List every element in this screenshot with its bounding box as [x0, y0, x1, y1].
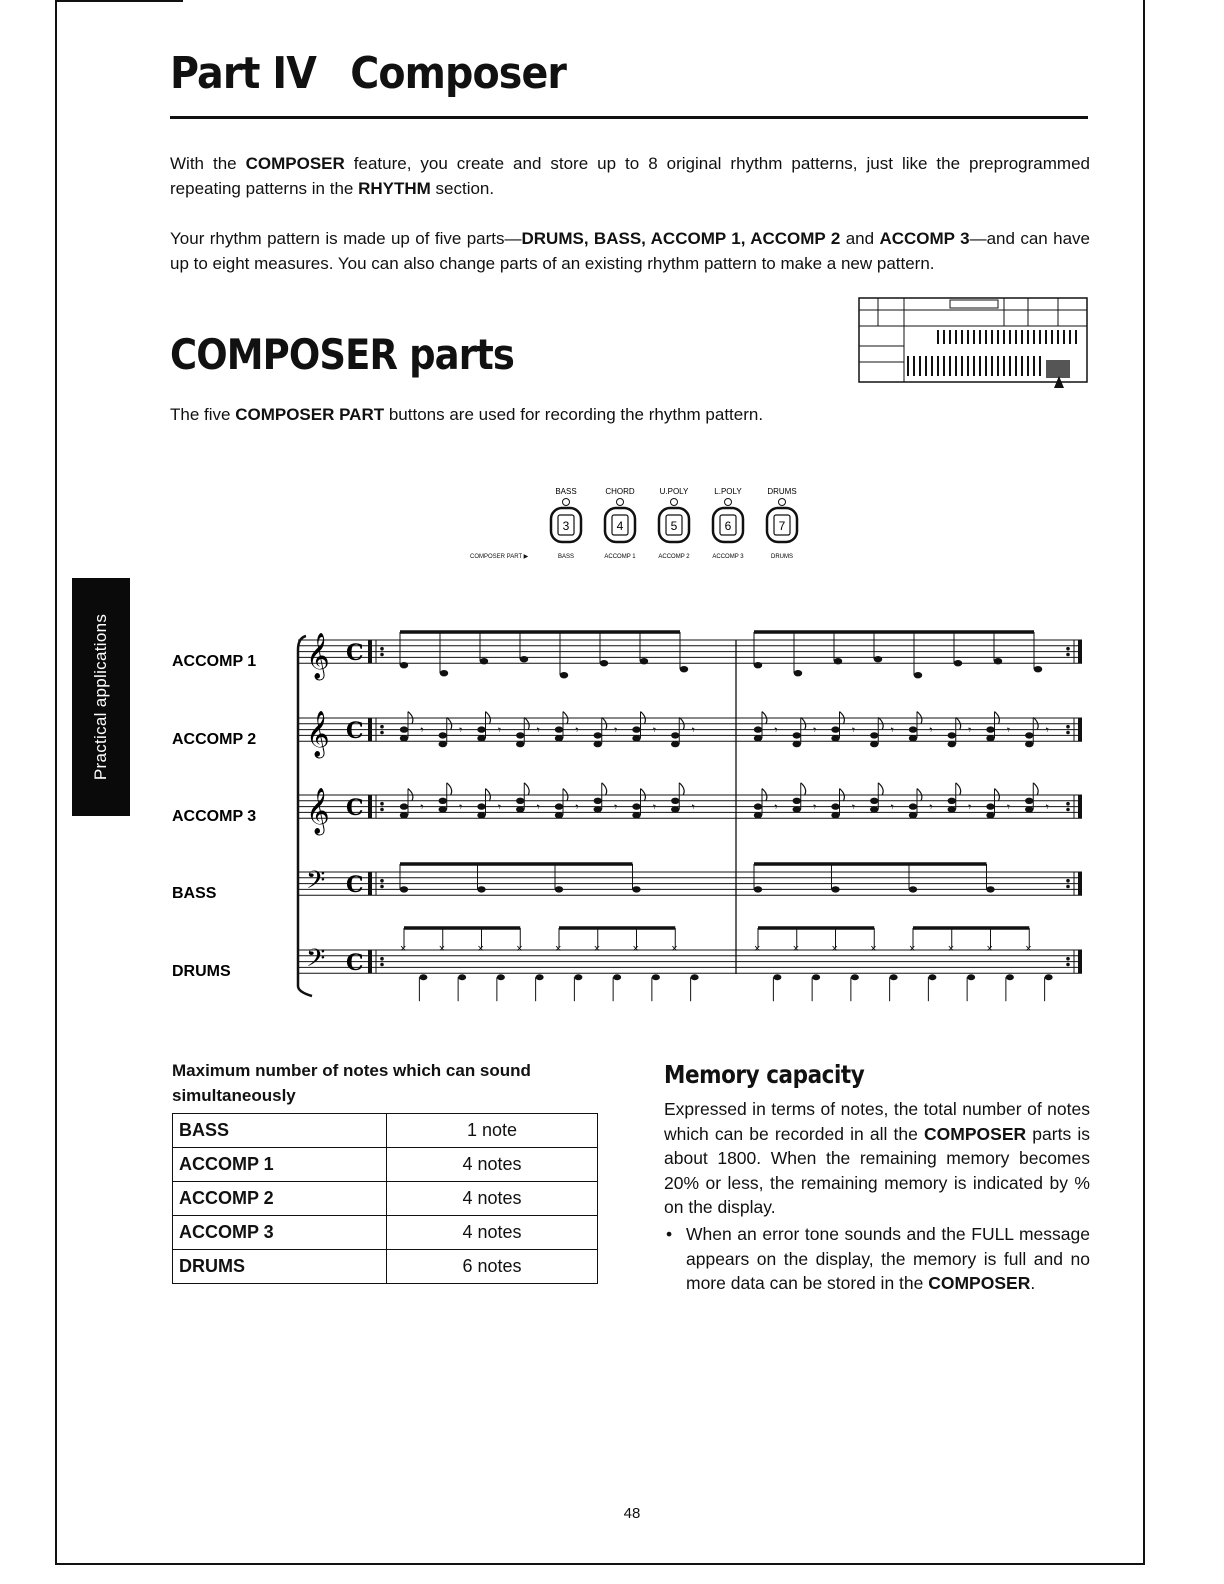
rest-icon: 𝄾 [691, 800, 695, 815]
note-head [632, 886, 640, 892]
button-top-label: BASS [555, 487, 577, 496]
button-top-label: DRUMS [767, 487, 797, 496]
rest-icon: 𝄾 [420, 723, 424, 738]
intro-paragraph-1: With the COMPOSER feature, you create and store up to 8 original rhythm patterns, just like the preprogrammed repeating patterns in the RHYTHM section. [170, 154, 1090, 198]
note-head [831, 803, 839, 809]
page-frame-right [1143, 0, 1145, 1565]
part-cell: BASS [173, 1114, 387, 1148]
page-frame-bottom [55, 1563, 1145, 1565]
button-bottom-label: DRUMS [771, 554, 793, 560]
note-head [477, 803, 485, 809]
rest-icon: 𝄾 [652, 800, 657, 815]
note-head [400, 662, 408, 668]
led-indicator-icon [725, 499, 732, 506]
rest-icon: 𝄾 [890, 800, 894, 815]
button-bottom-label: BASS [557, 554, 575, 560]
note-head [600, 660, 608, 666]
page-frame-top [55, 0, 183, 2]
note-head [754, 803, 762, 809]
part-cell: ACCOMP 2 [173, 1182, 387, 1216]
part-button-number: 6 [724, 519, 732, 533]
rest-icon: 𝄾 [968, 723, 972, 738]
part-title: Composer [350, 48, 567, 99]
note-head [440, 670, 448, 676]
rest-icon: 𝄾 [890, 723, 894, 738]
note-head [419, 974, 427, 980]
bass-clef-icon: 𝄢 [306, 866, 326, 902]
table-row [173, 1114, 598, 1148]
rest-icon: 𝄾 [459, 723, 463, 738]
drum-note-icon: × [400, 943, 407, 955]
note-head [458, 974, 466, 980]
note-head [536, 974, 544, 980]
note-head [793, 798, 801, 804]
drum-note-icon: × [477, 943, 484, 955]
part-cell: ACCOMP 3 [173, 1216, 387, 1250]
note-head [954, 660, 962, 666]
treble-clef-icon: 𝄞 [306, 633, 330, 680]
note-head [754, 726, 762, 732]
rhythm-score-figure [170, 630, 1090, 1010]
note-head [640, 658, 648, 664]
table-row [173, 1148, 598, 1182]
drum-note-icon: × [593, 943, 601, 955]
drum-note-icon: × [1025, 943, 1032, 955]
part-number: Part IV [170, 48, 317, 99]
note-head [1045, 974, 1053, 980]
note-head [831, 726, 839, 732]
drum-note-icon: × [438, 943, 446, 955]
rest-icon: 𝄾 [774, 800, 778, 815]
staff-label: DRUMS [172, 963, 231, 980]
drum-note-icon: × [516, 943, 523, 955]
bullet-icon: • [666, 1224, 673, 1244]
note-head [986, 803, 994, 809]
max-notes-table [172, 1113, 598, 1284]
note-head [594, 798, 602, 804]
note-head [754, 662, 762, 668]
repeat-end-icon [1066, 957, 1070, 961]
button-bottom-label: ACCOMP 2 [658, 554, 690, 560]
repeat-end-icon [1066, 725, 1070, 729]
intro-paragraph-2: Your rhythm pattern is made up of five parts—DRUMS, BASS, ACCOMP 1, ACCOMP 2 and ACCOMP 3—and can have up to eight measures. You can also change parts of an existing rhythm pattern to make a new pattern. [170, 229, 1090, 273]
staff-accomp-2 [172, 711, 1082, 759]
rest-icon: 𝄾 [1006, 723, 1011, 738]
note-head [560, 672, 568, 678]
title-rule [170, 116, 1088, 119]
note-head [870, 798, 878, 804]
note-head [652, 974, 660, 980]
drum-note-icon: × [986, 943, 993, 955]
rest-icon: 𝄾 [691, 723, 695, 738]
rest-icon: 𝄾 [575, 800, 579, 815]
rest-icon: 𝄾 [614, 800, 618, 815]
note-head [1025, 732, 1033, 738]
note-head [680, 666, 688, 672]
note-head [574, 974, 582, 980]
time-signature: C [346, 795, 364, 822]
led-indicator-icon [779, 499, 786, 506]
part-cell: ACCOMP 1 [173, 1148, 387, 1182]
rest-icon: 𝄾 [1045, 800, 1049, 815]
part-cell: DRUMS [173, 1250, 387, 1284]
rest-icon: 𝄾 [774, 723, 778, 738]
note-head [890, 974, 898, 980]
time-signature: C [346, 872, 364, 899]
time-signature: C [346, 718, 364, 745]
value-cell: 1 note [387, 1114, 598, 1148]
drum-note-icon: × [947, 943, 955, 955]
staff-accomp-1 [172, 632, 1082, 681]
page-title [170, 48, 566, 99]
rest-icon: 𝄾 [813, 800, 817, 815]
rest-icon: 𝄾 [497, 723, 502, 738]
note-head [834, 658, 842, 664]
repeat-end-icon [1066, 802, 1070, 806]
treble-clef-icon: 𝄞 [306, 788, 330, 835]
button-bottom-label: ACCOMP 3 [712, 554, 744, 560]
repeat-end-icon [1066, 647, 1070, 651]
drum-note-icon: × [671, 943, 678, 955]
rest-icon: 𝄾 [497, 800, 502, 815]
note-head [773, 974, 781, 980]
memory-capacity-text: Expressed in terms of notes, the total number of notes which can be recorded in all the COMPOSER parts is about 1800. When the remaining memory becomes 20% or less, the remaining memory is indicated by % on the display. [664, 1099, 1090, 1217]
drum-note-icon: × [870, 943, 877, 955]
note-head [613, 974, 621, 980]
composer-part-buttons-figure [470, 484, 800, 562]
drum-note-icon: × [555, 943, 562, 955]
note-head [914, 672, 922, 678]
staff-label: ACCOMP 1 [172, 653, 257, 670]
note-head [831, 886, 839, 892]
note-head [516, 798, 524, 804]
table-row [173, 1250, 598, 1284]
note-head [439, 732, 447, 738]
time-signature: C [346, 950, 364, 977]
rest-icon: 𝄾 [968, 800, 972, 815]
memory-bullet [664, 1222, 1090, 1296]
note-head [691, 974, 699, 980]
time-signature: C [346, 640, 364, 667]
drum-note-icon: × [831, 943, 838, 955]
table-row [173, 1182, 598, 1216]
note-head [632, 803, 640, 809]
note-head [400, 726, 408, 732]
led-indicator-icon [617, 499, 624, 506]
note-head [967, 974, 975, 980]
section-description: The five COMPOSER PART buttons are used for recording the rhythm pattern. [170, 405, 764, 424]
note-head [555, 803, 563, 809]
value-cell: 4 notes [387, 1182, 598, 1216]
staff-accomp-3 [172, 783, 1082, 836]
side-tab [72, 578, 130, 816]
rest-icon: 𝄾 [536, 800, 540, 815]
note-head [1034, 666, 1042, 672]
rest-icon: 𝄾 [1006, 800, 1011, 815]
note-head [986, 726, 994, 732]
note-head [480, 658, 488, 664]
note-head [948, 798, 956, 804]
note-head [439, 798, 447, 804]
staff-label: ACCOMP 2 [172, 731, 257, 748]
memory-capacity-title: Memory capacity [664, 1060, 865, 1089]
rest-icon: 𝄾 [851, 800, 856, 815]
part-button-number: 4 [616, 519, 624, 533]
note-head [909, 726, 917, 732]
note-head [909, 886, 917, 892]
note-head [948, 732, 956, 738]
note-head [874, 656, 882, 662]
staff-drums [172, 928, 1082, 1001]
section-title: COMPOSER parts [170, 330, 514, 379]
note-head [477, 886, 485, 892]
rest-icon: 𝄾 [851, 723, 856, 738]
rest-icon: 𝄾 [536, 723, 540, 738]
part-button-number: 7 [778, 519, 786, 533]
rest-icon: 𝄾 [652, 723, 657, 738]
led-indicator-icon [563, 499, 570, 506]
note-head [594, 732, 602, 738]
table-row [173, 1216, 598, 1250]
repeat-end-icon [1066, 879, 1070, 883]
memory-bullet-text: When an error tone sounds and the FULL message appears on the display, the memory is full and no more data can be stored in the COMPOSER. [686, 1224, 1090, 1293]
note-head [516, 732, 524, 738]
rest-icon: 𝄾 [1045, 723, 1049, 738]
note-head [851, 974, 859, 980]
value-cell: 6 notes [387, 1250, 598, 1284]
staff-label: BASS [172, 885, 217, 902]
value-cell: 4 notes [387, 1216, 598, 1250]
note-head [986, 886, 994, 892]
control-panel-icon [858, 296, 1090, 388]
rest-icon: 𝄾 [929, 800, 933, 815]
staff-bass [172, 864, 1082, 902]
note-head [1006, 974, 1014, 980]
note-head [477, 726, 485, 732]
treble-clef-icon: 𝄞 [306, 711, 330, 758]
button-bottom-label: ACCOMP 1 [604, 554, 636, 560]
button-top-label: L.POLY [714, 487, 742, 496]
note-head [671, 732, 679, 738]
note-head [400, 886, 408, 892]
note-head [400, 803, 408, 809]
note-head [909, 803, 917, 809]
rest-icon: 𝄾 [813, 723, 817, 738]
note-head [671, 798, 679, 804]
table-caption: Maximum number of notes which can sound simultaneously [172, 1061, 531, 1105]
note-head [555, 726, 563, 732]
note-head [812, 974, 820, 980]
note-head [555, 886, 563, 892]
page-number: 48 [623, 1505, 641, 1522]
note-head [1025, 798, 1033, 804]
drum-note-icon: × [909, 943, 916, 955]
part-button-number: 3 [562, 519, 570, 533]
drum-note-icon: × [754, 943, 761, 955]
note-head [754, 886, 762, 892]
drum-note-icon: × [632, 943, 639, 955]
note-head [632, 726, 640, 732]
note-head [928, 974, 936, 980]
note-head [994, 658, 1002, 664]
rest-icon: 𝄾 [614, 723, 618, 738]
part-button-number: 5 [670, 519, 678, 533]
rest-icon: 𝄾 [420, 800, 424, 815]
composer-part-prefix: COMPOSER PART ▶ [470, 554, 529, 560]
staff-label: ACCOMP 3 [172, 808, 257, 825]
rest-icon: 𝄾 [575, 723, 579, 738]
rest-icon: 𝄾 [929, 723, 933, 738]
button-top-label: U.POLY [659, 487, 689, 496]
note-head [497, 974, 505, 980]
button-top-label: CHORD [605, 487, 635, 496]
note-head [870, 732, 878, 738]
bass-clef-icon: 𝄢 [306, 944, 326, 980]
drum-note-icon: × [792, 943, 800, 955]
note-head [793, 732, 801, 738]
note-head [794, 670, 802, 676]
note-head [520, 656, 528, 662]
page-frame-left [55, 0, 57, 1565]
rest-icon: 𝄾 [459, 800, 463, 815]
led-indicator-icon [671, 499, 678, 506]
side-tab-label: Practical applications [91, 613, 110, 781]
value-cell: 4 notes [387, 1148, 598, 1182]
